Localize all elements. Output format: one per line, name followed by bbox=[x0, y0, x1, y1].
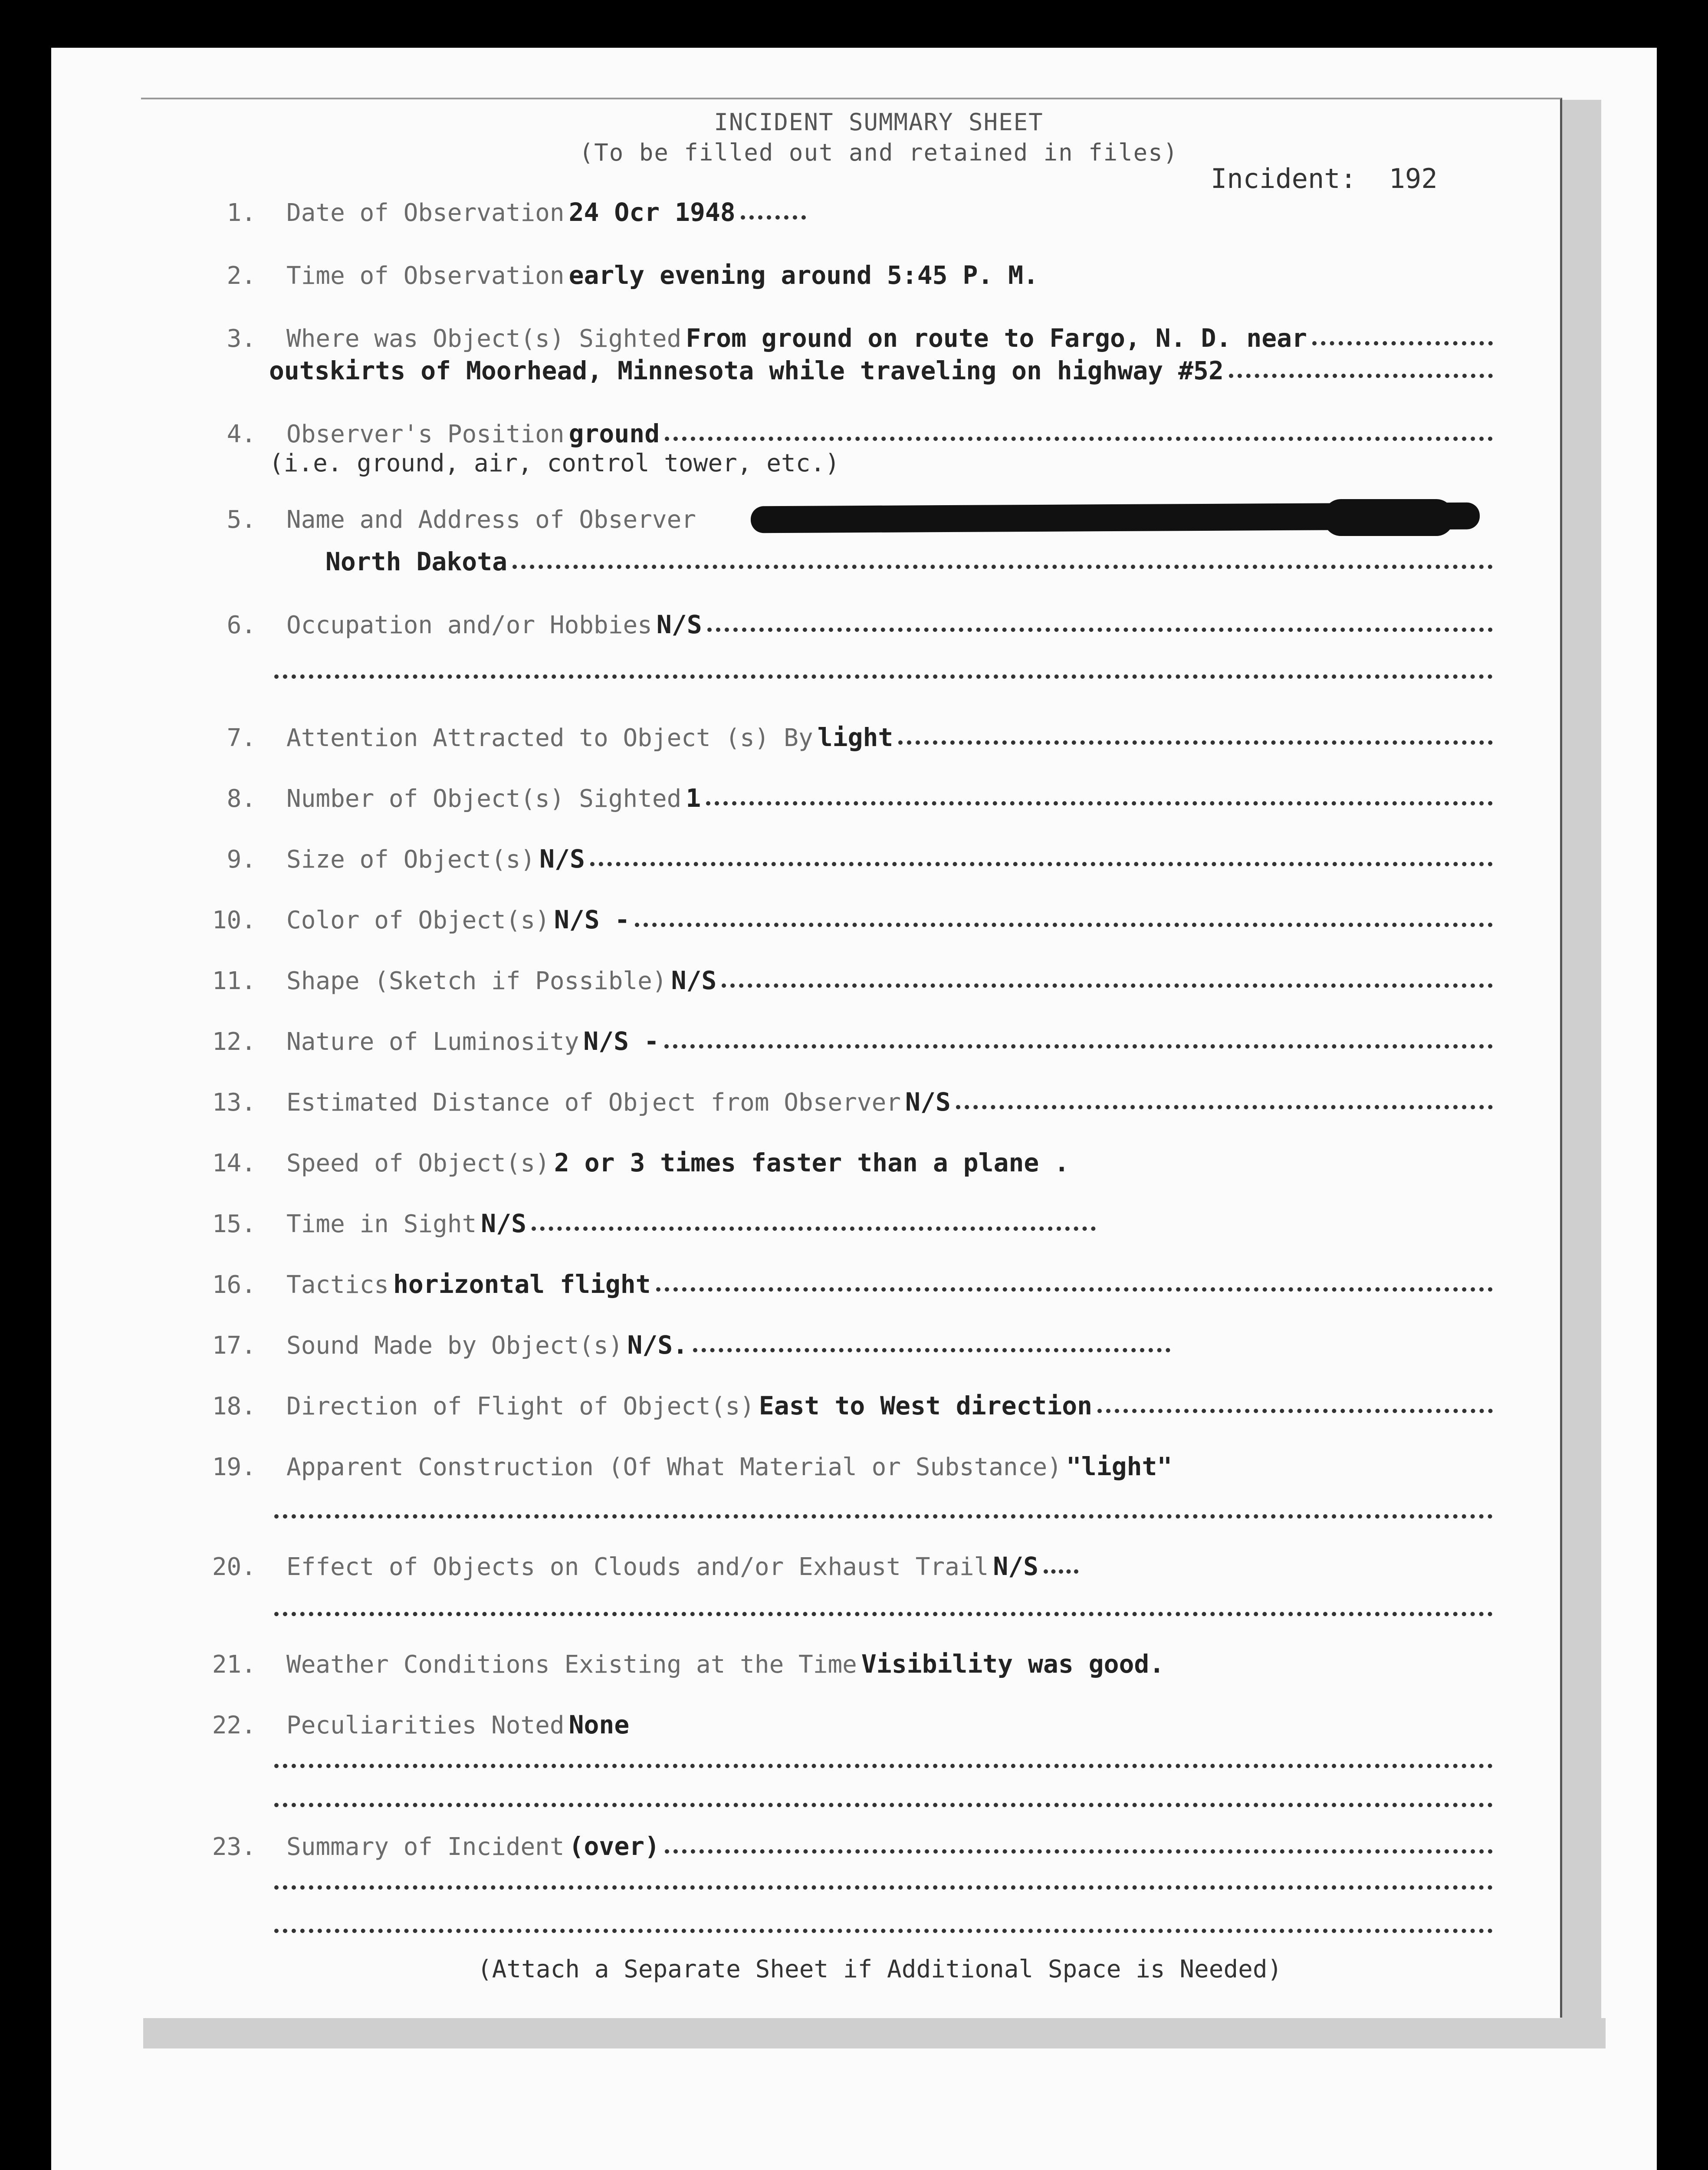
field-date-of-observation bbox=[187, 197, 1493, 227]
item-value: N/S bbox=[656, 610, 702, 639]
field-luminosity bbox=[187, 1026, 1493, 1056]
item-value: 2 or 3 times faster than a plane . bbox=[554, 1148, 1070, 1177]
item-number: 20. bbox=[212, 1553, 256, 1581]
item-value: (over) bbox=[568, 1831, 660, 1861]
field-number-sighted bbox=[187, 783, 1493, 813]
item-number: 17. bbox=[212, 1332, 256, 1360]
field-where-sighted bbox=[187, 323, 1493, 353]
leader-dots bbox=[274, 1753, 1493, 1768]
item-value: N/S bbox=[481, 1209, 527, 1238]
leader-dots bbox=[274, 1792, 1493, 1807]
item-hint: (i.e. ground, air, control tower, etc.) bbox=[269, 449, 840, 477]
leader-dots bbox=[707, 617, 1493, 632]
item-number: 13. bbox=[212, 1088, 256, 1117]
incident-label: Incident: bbox=[1211, 163, 1357, 194]
item-value: From ground on route to Fargo, N. D. near bbox=[686, 323, 1307, 353]
field-observer-position bbox=[187, 419, 1493, 448]
leader-dots bbox=[664, 1034, 1493, 1049]
item-number: 8. bbox=[227, 785, 256, 813]
item-label: Shape (Sketch if Possible) bbox=[286, 967, 667, 995]
item-number: 11. bbox=[212, 967, 256, 995]
field-effect-on-clouds bbox=[187, 1552, 1493, 1581]
blank-continuation-line bbox=[269, 1753, 1493, 1768]
item-value: "light" bbox=[1066, 1452, 1173, 1481]
item-value: N/S - bbox=[554, 905, 630, 934]
item-number: 5. bbox=[227, 506, 256, 534]
item-value: East to West direction bbox=[759, 1391, 1093, 1420]
field-sound bbox=[187, 1330, 1493, 1360]
item-label: Apparent Construction (Of What Material or Substance) bbox=[286, 1453, 1062, 1481]
blank-continuation-line bbox=[269, 1601, 1493, 1616]
item-number: 9. bbox=[227, 845, 256, 874]
item-number: 21. bbox=[212, 1651, 256, 1679]
item-number: 1. bbox=[227, 199, 256, 227]
item-number: 2. bbox=[227, 262, 256, 290]
leader-dots bbox=[693, 1338, 1170, 1352]
item-value: 1 bbox=[686, 783, 701, 813]
field-color bbox=[187, 905, 1493, 934]
item-label: Tactics bbox=[286, 1271, 389, 1299]
field-direction bbox=[187, 1391, 1493, 1420]
item-value: N/S bbox=[539, 844, 585, 874]
item-number: 14. bbox=[212, 1149, 256, 1177]
blank-continuation-line bbox=[269, 664, 1493, 679]
field-occupation bbox=[187, 610, 1493, 639]
item-label: Nature of Luminosity bbox=[286, 1028, 579, 1056]
field-size bbox=[187, 844, 1493, 874]
item-value: N/S. bbox=[627, 1330, 688, 1360]
item-label: Summary of Incident bbox=[286, 1833, 565, 1861]
item-value: ground bbox=[568, 419, 660, 448]
leader-dots bbox=[956, 1095, 1493, 1109]
field-attention-attracted bbox=[187, 723, 1493, 752]
item-label: Name and Address of Observer bbox=[286, 506, 696, 534]
item-label: Where was Object(s) Sighted bbox=[286, 325, 682, 353]
item-label: Direction of Flight of Object(s) bbox=[286, 1392, 755, 1420]
page-shadow-right bbox=[1562, 100, 1601, 2048]
leader-dots bbox=[1312, 331, 1493, 345]
item-label: Weather Conditions Existing at the Time bbox=[286, 1651, 857, 1679]
field-apparent-construction bbox=[187, 1452, 1493, 1481]
field-time-of-observation bbox=[187, 260, 1493, 290]
item-number: 4. bbox=[227, 420, 256, 448]
item-value-continued: outskirts of Moorhead, Minnesota while traveling on highway #52 bbox=[269, 356, 1224, 385]
field-summary bbox=[187, 1831, 1493, 1861]
field-observer-position-hint bbox=[269, 449, 1493, 477]
item-label: Date of Observation bbox=[286, 199, 565, 227]
leader-dots bbox=[665, 426, 1493, 441]
form-title: INCIDENT SUMMARY SHEET bbox=[714, 108, 1044, 136]
footer-note: (Attach a Separate Sheet if Additional Space is Needed) bbox=[477, 1955, 1282, 1983]
blank-continuation-line bbox=[269, 1918, 1493, 1933]
leader-dots bbox=[656, 1277, 1493, 1292]
leader-dots bbox=[1044, 1559, 1078, 1574]
item-value: None bbox=[568, 1710, 630, 1739]
field-speed bbox=[187, 1148, 1493, 1177]
blank-continuation-line bbox=[269, 1504, 1493, 1519]
redaction-bar bbox=[1324, 499, 1454, 536]
form-subtitle: (To be filled out and retained in files) bbox=[579, 139, 1179, 166]
item-label: Effect of Objects on Clouds and/or Exhaust Trail bbox=[286, 1553, 989, 1581]
field-tactics bbox=[187, 1269, 1493, 1299]
field-where-sighted-continued bbox=[269, 356, 1493, 385]
item-label: Color of Object(s) bbox=[286, 906, 550, 934]
item-label: Time in Sight bbox=[286, 1210, 477, 1238]
leader-dots bbox=[722, 973, 1493, 988]
item-value: N/S - bbox=[583, 1026, 659, 1056]
leader-dots bbox=[512, 554, 1493, 569]
leader-dots bbox=[274, 664, 1493, 679]
leader-dots bbox=[1097, 1398, 1493, 1413]
page-shadow-bottom bbox=[143, 2018, 1606, 2048]
item-label: Estimated Distance of Object from Observer bbox=[286, 1088, 901, 1117]
leader-dots bbox=[1229, 363, 1493, 378]
leader-dots bbox=[706, 791, 1493, 806]
field-peculiarities bbox=[187, 1710, 1493, 1739]
leader-dots bbox=[274, 1875, 1493, 1890]
item-value: N/S bbox=[993, 1552, 1039, 1581]
item-number: 16. bbox=[212, 1271, 256, 1299]
leader-dots bbox=[274, 1601, 1493, 1616]
item-number: 19. bbox=[212, 1453, 256, 1481]
field-weather bbox=[187, 1649, 1493, 1679]
item-number: 12. bbox=[212, 1028, 256, 1056]
item-value: early evening around 5:45 P. M. bbox=[568, 260, 1039, 290]
item-number: 7. bbox=[227, 724, 256, 752]
item-value: light bbox=[817, 723, 893, 752]
item-label: Speed of Object(s) bbox=[286, 1149, 550, 1177]
item-label: Time of Observation bbox=[286, 262, 565, 290]
item-number: 18. bbox=[212, 1392, 256, 1420]
blank-continuation-line bbox=[269, 1875, 1493, 1890]
item-label: Sound Made by Object(s) bbox=[286, 1332, 623, 1360]
incident-number bbox=[1211, 163, 1438, 194]
incident-value: 192 bbox=[1389, 163, 1438, 194]
item-value: N/S bbox=[905, 1087, 951, 1117]
item-value: N/S bbox=[671, 966, 717, 995]
blank-continuation-line bbox=[269, 1792, 1493, 1807]
leader-dots bbox=[665, 1839, 1493, 1854]
item-label: Observer's Position bbox=[286, 420, 565, 448]
item-label: Occupation and/or Hobbies bbox=[286, 611, 652, 639]
leader-dots bbox=[274, 1504, 1493, 1519]
leader-dots bbox=[898, 730, 1493, 745]
item-label: Peculiarities Noted bbox=[286, 1711, 565, 1739]
leader-dots bbox=[274, 1918, 1493, 1933]
leader-dots bbox=[532, 1216, 1096, 1231]
item-label: Size of Object(s) bbox=[286, 845, 535, 874]
item-value: horizontal flight bbox=[393, 1269, 651, 1299]
item-number: 15. bbox=[212, 1210, 256, 1238]
leader-dots bbox=[590, 852, 1493, 866]
item-number: 22. bbox=[212, 1711, 256, 1739]
item-number: 23. bbox=[212, 1833, 256, 1861]
item-number: 6. bbox=[227, 611, 256, 639]
item-number: 10. bbox=[212, 906, 256, 934]
item-number: 3. bbox=[227, 325, 256, 353]
leader-dots bbox=[635, 912, 1493, 927]
field-observer-address-continued bbox=[269, 547, 1493, 576]
item-value-continued: North Dakota bbox=[325, 547, 508, 576]
field-time-in-sight bbox=[187, 1209, 1493, 1238]
item-value: 24 Ocr 1948 bbox=[568, 197, 736, 227]
field-shape bbox=[187, 966, 1493, 995]
item-label: Number of Object(s) Sighted bbox=[286, 785, 682, 813]
item-value: Visibility was good. bbox=[861, 1649, 1165, 1679]
leader-dots bbox=[741, 205, 806, 220]
field-estimated-distance bbox=[187, 1087, 1493, 1117]
item-label: Attention Attracted to Object (s) By bbox=[286, 724, 813, 752]
